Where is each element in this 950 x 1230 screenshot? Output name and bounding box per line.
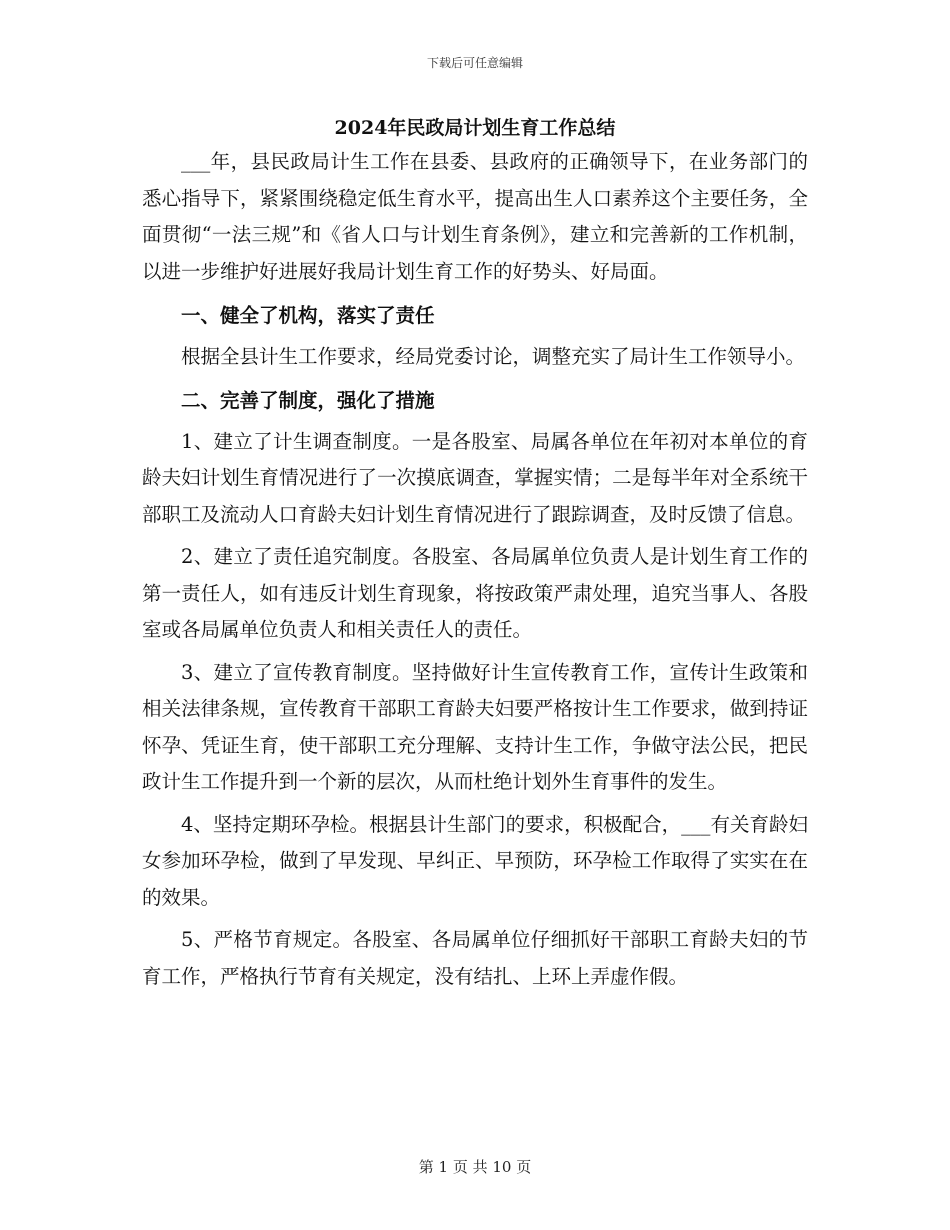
body-paragraph: 3、建立了宣传教育制度。坚持做好计生宣传教育工作，宣传计生政策和相关法律条规，宣传教育干部职工育龄夫妇要严格按计生工作要求，做到持证怀孕、凭证生育，使干部职工充分理解、支持计生工作，争做守法公民，把民政计生工作提升到一个新的层次，从而杜绝计划外生育事件的发生。 [142,660,808,793]
document-title: 2024年民政局计划生育工作总结 [334,117,616,139]
body-paragraph: 2、建立了责任追究制度。各股室、各局属单位负责人是计划生育工作的第一责任人，如有违反计划生育现象，将按政策严肃处理，追究当事人、各股室或各局属单位负责人和相关责任人的责任。 [142,545,808,641]
body-paragraph: 5、严格节育规定。各股室、各局属单位仔细抓好干部职工育龄夫妇的节育工作，严格执行节育有关规定，没有结扎、上环上弄虚作假。 [142,928,808,988]
body-paragraph: 根据全县计生工作要求，经局党委讨论，调整充实了局计生工作领导小。 [181,344,806,368]
section-heading-2: 二、完善了制度，强化了措施 [181,389,435,412]
section-heading-1: 一、健全了机构，落实了责任 [181,304,435,327]
page-number: 第 1 页 共 10 页 [418,1158,532,1176]
body-paragraph: 4、坚持定期环孕检。根据县计生部门的要求，积极配合，___有关育龄妇女参加环孕检，做到了早发现、早纠正、早预防，环孕检工作取得了实实在在的效果。 [142,812,808,909]
body-paragraph: 1、建立了计生调查制度。一是各股室、局属各单位在年初对本单位的育龄夫妇计划生育情况进行了一次摸底调查，掌握实情；二是每半年对全系统干部职工及流动人口育龄夫妇计划生育情况进行了跟踪调查，及时反馈了信息。 [142,429,808,526]
intro-paragraph: ___年，县民政局计生工作在县委、县政府的正确领导下，在业务部门的悉心指导下，紧紧围绕稳定低生育水平，提高出生人口素养这个主要任务，全面贯彻“一法三规”和《省人口与计划生育条例》，建立和完善新的工作机制，以进一步维护好进展好我局计划生育工作的好势头、好局面。 [142,150,808,283]
header-note: 下载后可任意编辑 [426,56,523,70]
document-body [142,144,808,995]
